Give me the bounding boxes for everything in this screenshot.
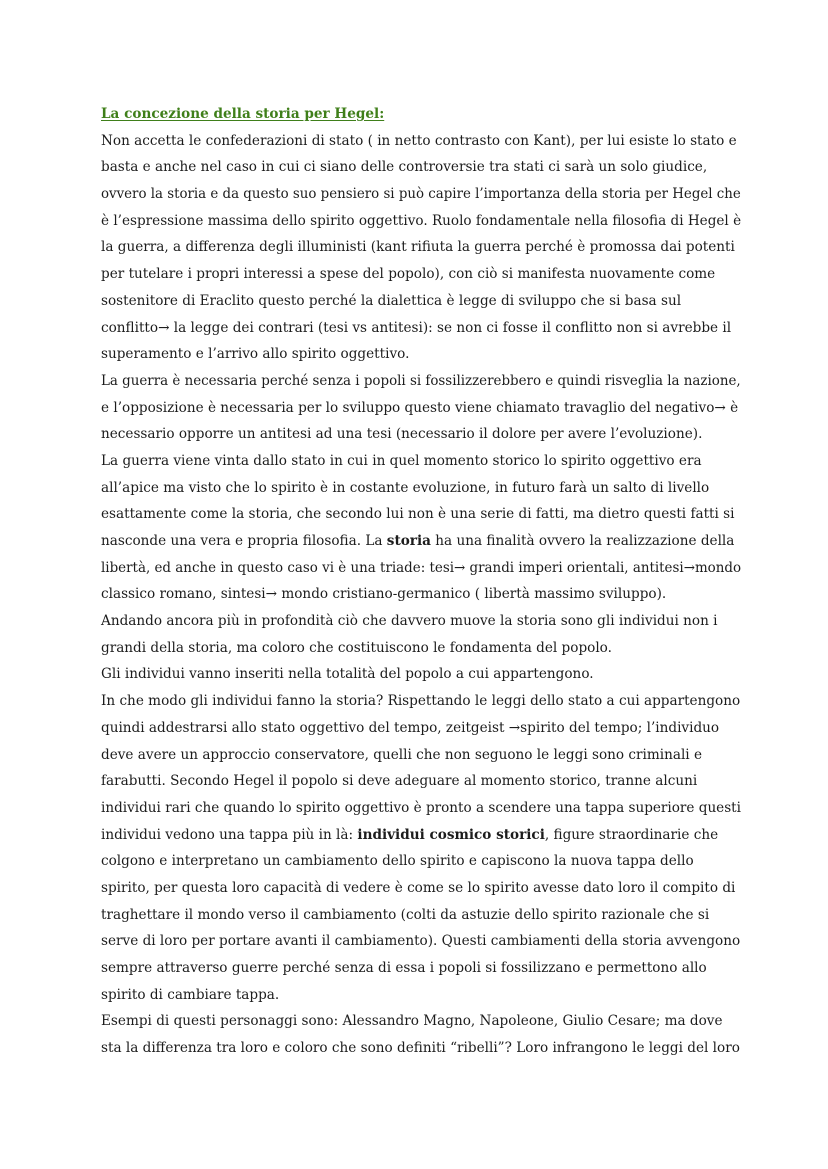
- text-segment: quindi addestrarsi allo stato oggettivo del tempo, zeitgeist →spirito del tempo; l’individuo: [101, 719, 720, 736]
- text-segment: esattamente come la storia, che secondo lui non è una serie di fatti, ma dietro questi fatti si: [101, 506, 735, 523]
- text-segment: Gli individui vanno inseriti nella totalità del popolo a cui appartengono.: [101, 666, 594, 683]
- text-segment: sempre attraverso guerre perché senza di essa i popoli si fossilizzano e permettono allo: [101, 960, 707, 976]
- text-segment: Non accetta le confederazioni di stato ( in netto contrasto con Kant), per lui esiste lo stato e: [101, 132, 737, 149]
- text-segment: colgono e interpretano un cambiamento dello spirito e capiscono la nuova tappa dello: [101, 853, 694, 870]
- text-line: [101, 635, 741, 662]
- text-segment: grandi della storia, ma coloro che costituiscono le fondamenta del popolo.: [101, 639, 612, 656]
- text-line: [101, 261, 741, 288]
- text-segment: nasconde una vera e propria filosofia. La: [101, 533, 387, 549]
- text-segment: deve avere un approccio conservatore, quelli che non seguono le leggi sono criminali e: [101, 746, 703, 763]
- text-segment: Andando ancora più in profondità ciò che davvero muove la storia sono gli individui non i: [101, 613, 718, 630]
- text-segment: basta e anche nel caso in cui ci siano delle controversie tra stati ci sarà un solo giudice,: [101, 159, 708, 176]
- text-segment: la guerra, a differenza degli illuministi (kant rifiuta la guerra perché è promossa dai potenti: [101, 239, 735, 256]
- text-line: [101, 448, 741, 475]
- bold-term: individui cosmico storici: [357, 826, 545, 843]
- text-segment: spirito di cambiare tappa.: [101, 986, 280, 1003]
- text-line: [101, 288, 741, 315]
- text-segment: Esempi di questi personaggi sono: Alessandro Magno, Napoleone, Giulio Cesare; ma dove: [101, 1013, 723, 1030]
- text-line: [101, 1008, 741, 1035]
- text-segment: , figure straordinarie che: [544, 826, 719, 843]
- text-line: [101, 154, 741, 181]
- text-segment: La guerra è necessaria perché senza i popoli si fossilizzerebbero e quindi risveglia la nazione,: [101, 372, 741, 389]
- text-segment: La guerra viene vinta dallo stato in cui in quel momento storico lo spirito oggettivo era: [101, 452, 702, 469]
- text-line: [101, 368, 741, 395]
- text-line: [101, 315, 741, 342]
- text-segment: conflitto→ la legge dei contrari (tesi vs antitesi): se non ci fosse il conflitto non si avrebbe il: [101, 319, 732, 336]
- text-segment: è l’espressione massima dello spirito oggettivo. Ruolo fondamentale nella filosofia di Hegel è: [101, 212, 742, 229]
- text-line: [101, 181, 741, 208]
- text-line: [101, 1035, 741, 1062]
- text-line: [101, 208, 740, 235]
- text-line: [101, 581, 741, 608]
- text-segment: traghettare il mondo verso il cambiamento (colti da astuzie dello spirito razionale che si: [101, 906, 710, 923]
- text-line: [101, 955, 741, 982]
- bold-term: storia: [386, 533, 431, 549]
- text-line: [101, 715, 741, 742]
- text-line: [101, 768, 741, 795]
- text-segment: necessario opporre un antitesi ad una tesi (necessario il dolore per avere l’evoluzione).: [101, 426, 703, 443]
- text-segment: ovvero la storia e da questo suo pensiero si può capire l’importanza della storia per Hegel che: [101, 186, 741, 203]
- text-line: [101, 528, 741, 555]
- text-line: [101, 742, 741, 769]
- text-line: [101, 608, 741, 635]
- text-line: [101, 128, 741, 155]
- text-line: [101, 848, 741, 875]
- text-segment: per tutelare i propri interessi a spese del popolo), con ciò si manifesta nuovamente come: [101, 266, 716, 283]
- text-segment: all’apice ma visto che lo spirito è in costante evoluzione, in futuro farà un salto di livello: [101, 479, 710, 496]
- text-line: [101, 475, 741, 502]
- text-line: [101, 234, 741, 261]
- text-segment: serve di loro per portare avanti il cambiamento). Questi cambiamenti della storia avvengono: [101, 933, 741, 950]
- text-line: [101, 928, 741, 955]
- text-segment: individui vedono una tappa più in là:: [101, 826, 358, 843]
- text-segment: sostenitore di Eraclito questo perché la dialettica è legge di sviluppo che si basa sul: [101, 292, 682, 309]
- text-segment: In che modo gli individui fanno la storia? Rispettando le leggi dello stato a cui appartengono: [101, 693, 741, 710]
- text-segment: superamento e l’arrivo allo spirito oggettivo.: [101, 346, 410, 363]
- text-line: [101, 902, 741, 929]
- text-segment: classico romano, sintesi→ mondo cristiano-germanico ( libertà massimo sviluppo).: [101, 586, 667, 603]
- text-line: [101, 982, 741, 1009]
- document-body: [101, 101, 741, 1062]
- text-segment: individui rari che quando lo spirito oggettivo è pronto a scendere una tappa superiore questi: [101, 799, 741, 816]
- text-segment: ha una finalità ovvero la realizzazione della: [430, 533, 735, 549]
- text-line: [101, 661, 741, 688]
- text-line: [101, 555, 742, 582]
- text-line: [101, 501, 741, 528]
- text-line: [101, 688, 741, 715]
- text-line: [101, 875, 741, 902]
- text-line: [101, 341, 741, 368]
- document-heading: La concezione della storia per Hegel:: [101, 106, 385, 122]
- text-segment: libertà, ed anche in questo caso vi è una triade: tesi→ grandi imperi orientali, antitesi→mondo: [101, 559, 742, 576]
- text-line: [101, 822, 741, 849]
- text-segment: e l’opposizione è necessaria per lo sviluppo questo viene chiamato travaglio del negativo→ è: [101, 399, 739, 416]
- text-segment: farabutti. Secondo Hegel il popolo si deve adeguare al momento storico, tranne alcuni: [101, 773, 698, 790]
- text-line: [101, 795, 740, 822]
- text-line: [101, 421, 741, 448]
- text-line: [101, 395, 741, 422]
- text-segment: sta la differenza tra loro e coloro che sono definiti “ribelli”? Loro infrangono le leggi del loro: [101, 1040, 740, 1057]
- text-segment: spirito, per questa loro capacità di vedere è come se lo spirito avesse dato loro il compito di: [101, 879, 736, 896]
